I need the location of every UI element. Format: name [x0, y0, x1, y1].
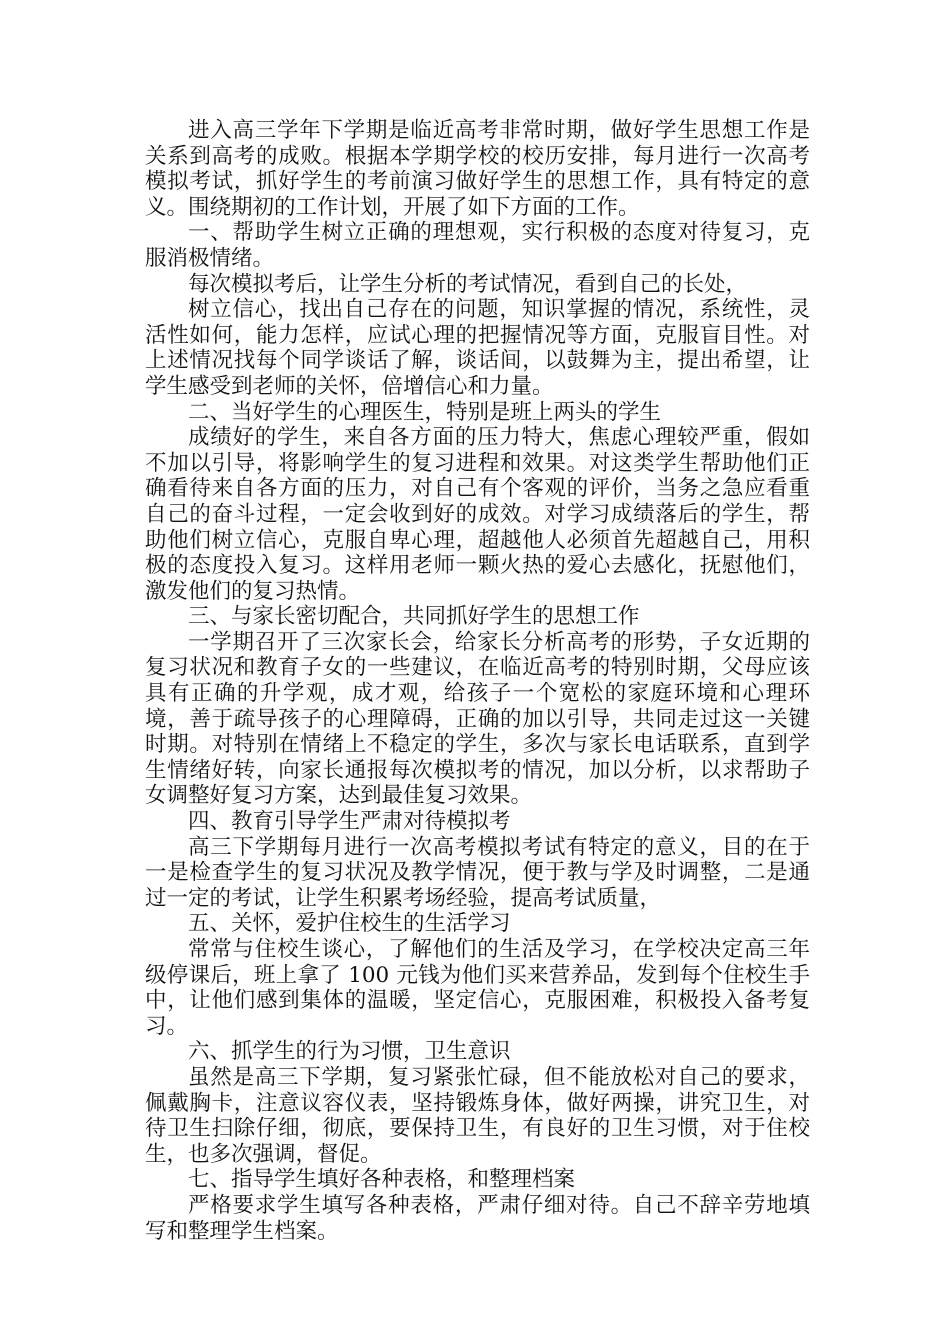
body-paragraph: 一学期召开了三次家长会，给家长分析高考的形势，子女近期的复习状况和教育子女的一些建议，在临近高考的特别时期，父母应该具有正确的升学观，成才观，给孩子一个宽松的家庭环境和心理环境，善于疏导孩子的心理障碍，正确的加以引导，共同走过这一关键时期。对特别在情绪上不稳定的学生，多次与家长电话联系，直到学生情绪好转，向家长通报每次模拟考的情况，加以分析，以求帮助子女调整好复习方案，达到最佳复习效果。 [145, 629, 810, 809]
document-body [145, 118, 810, 1244]
body-paragraph: 虽然是高三下学期，复习紧张忙碌，但不能放松对自己的要求，佩戴胸卡，注意议容仪表，坚持锻炼身体，做好两操，讲究卫生，对待卫生扫除仔细，彻底，要保持卫生，有良好的卫生习惯，对于住校生，也多次强调，督促。 [145, 1064, 810, 1167]
body-paragraph: 成绩好的学生，来自各方面的压力特大，焦虑心理较严重，假如不加以引导，将影响学生的复习进程和效果。对这类学生帮助他们正确看待来自各方面的压力，对自己有个客观的评价，当务之急应看重自己的奋斗过程，一定会收到好的成效。对学习成绩落后的学生，帮助他们树立信心，克服自卑心理，超越他人必须首先超越自己，用积极的态度投入复习。这样用老师一颗火热的爱心去感化，抚慰他们，激发他们的复习热情。 [145, 425, 810, 604]
body-paragraph: 严格要求学生填写各种表格，严肃仔细对待。自己不辞辛劳地填写和整理学生档案。 [145, 1192, 810, 1244]
section-heading-2: 二、当好学生的心理医生，特别是班上两头的学生 [188, 399, 662, 425]
section-heading-1: 一、帮助学生树立正确的理想观，实行积极的态度对待复习，克服消极情绪。 [145, 220, 810, 271]
section-heading-6: 六、抓学生的行为习惯，卫生意识 [188, 1039, 511, 1065]
section-heading-5: 五、关怀，爱护住校生的生活学习 [188, 911, 511, 937]
body-paragraph: 树立信心，找出自己存在的问题，知识掌握的情况，系统性，灵活性如何，能力怎样，应试心理的把握情况等方面，克服盲目性。对上述情况找每个同学谈话了解，谈话间，以鼓舞为主，提出希望，让学生感受到老师的关怀，倍增信心和力量。 [145, 297, 810, 399]
section-heading-7: 七、指导学生填好各种表格，和整理档案 [188, 1167, 576, 1193]
section-heading-3: 三、与家长密切配合，共同抓好学生的思想工作 [188, 604, 640, 630]
body-paragraph: 常常与住校生谈心，了解他们的生活及学习，在学校决定高三年级停课后，班上拿了 100 元钱为他们买来营养品，发到每个住校生手中，让他们感到集体的温暖，坚定信心，克服困难，积极投入备考复习。 [145, 937, 810, 1039]
body-paragraph: 高三下学期每月进行一次高考模拟考试有特定的意义，目的在于一是检查学生的复习状况及教学情况，便于教与学及时调整，二是通过一定的考试，让学生积累考场经验，提高考试质量， [145, 834, 810, 911]
body-paragraph: 每次模拟考后，让学生分析的考试情况，看到自己的长处， [188, 271, 748, 297]
intro-paragraph: 进入高三学年下学期是临近高考非常时期，做好学生思想工作是关系到高考的成败。根据本学期学校的校历安排，每月进行一次高考模拟考试，抓好学生的考前演习做好学生的思想工作，具有特定的意义。围绕期初的工作计划，开展了如下方面的工作。 [145, 118, 810, 220]
section-heading-4: 四、教育引导学生严肃对待模拟考 [188, 809, 511, 835]
